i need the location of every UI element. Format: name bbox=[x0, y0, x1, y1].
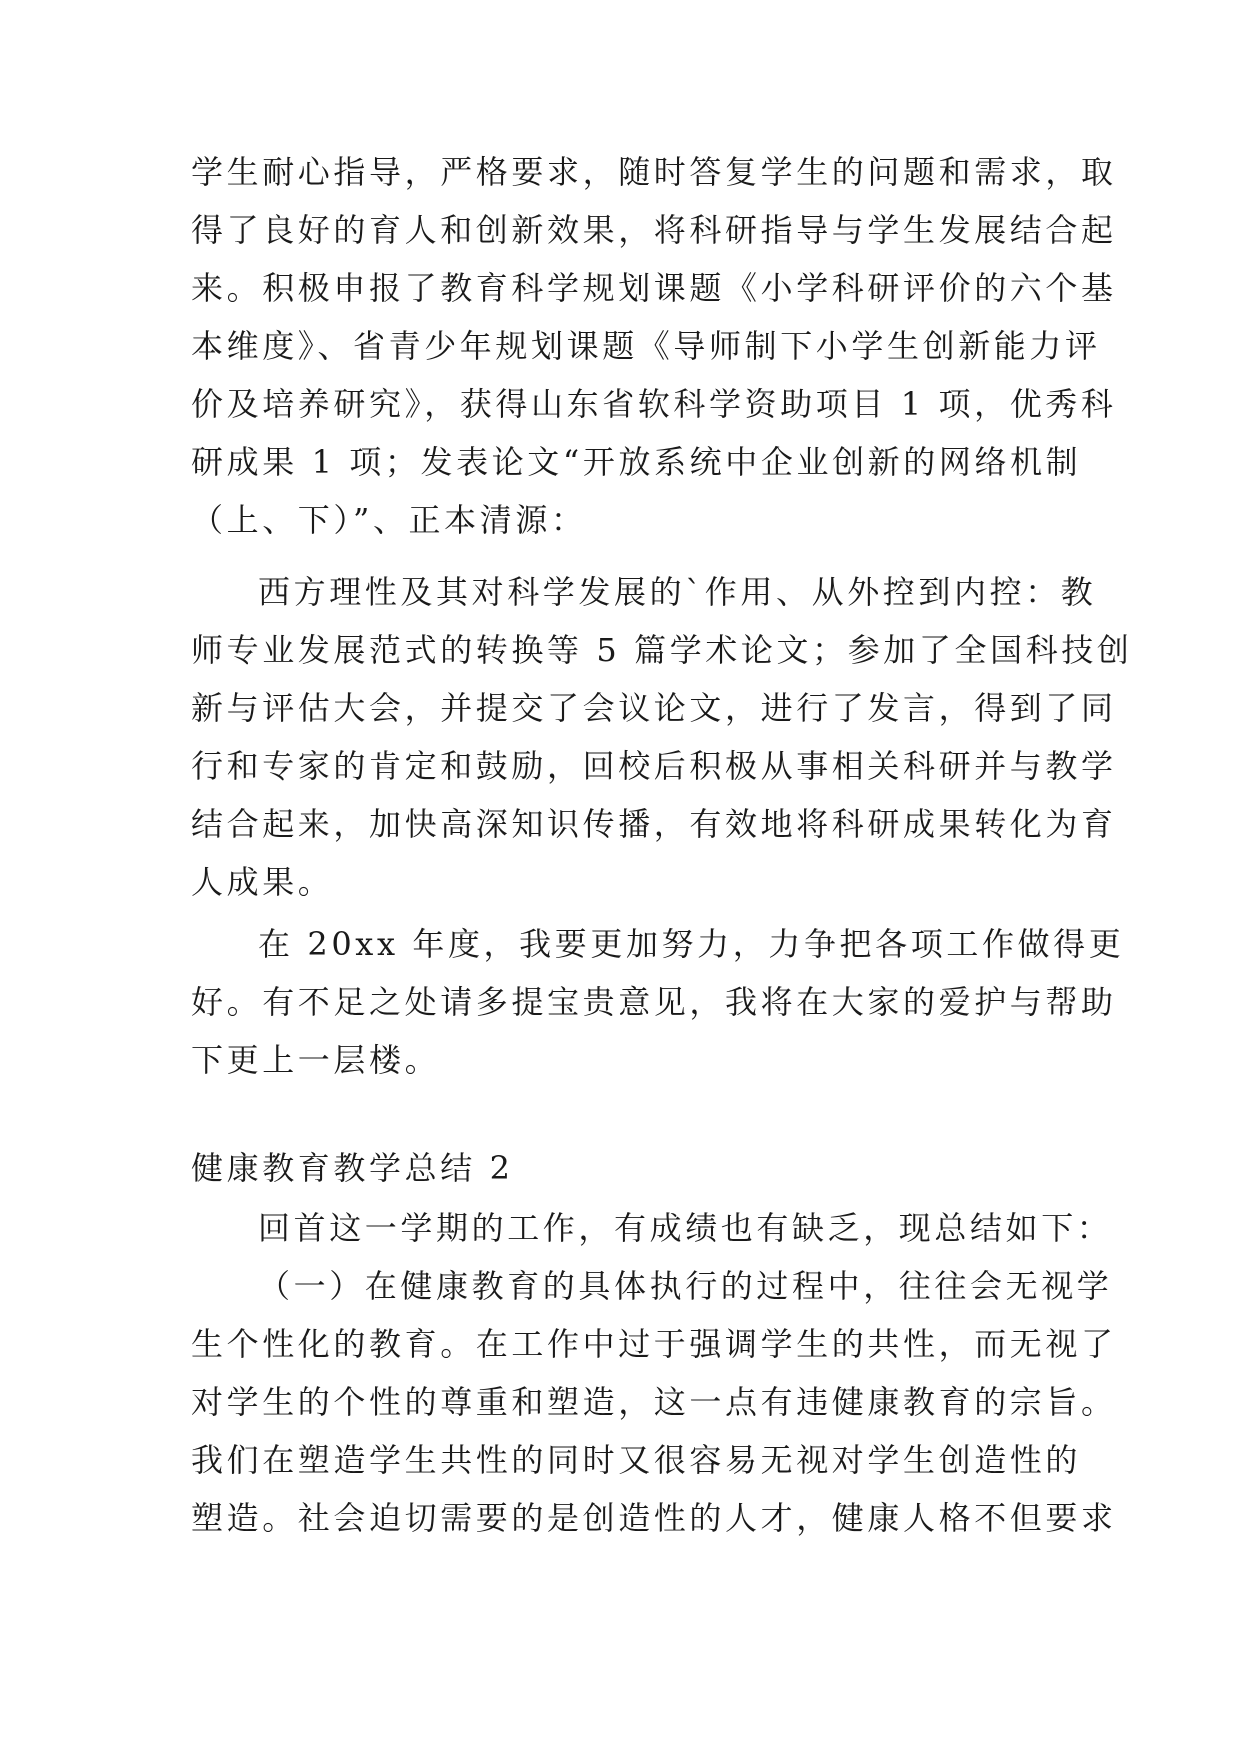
text-line: 在 20xx 年度，我要更加努力，力争把各项工作做得更 bbox=[258, 925, 1125, 963]
text-line: 本维度》、省青少年规划课题《导师制下小学生创新能力评 bbox=[191, 327, 1101, 365]
text-line: 我们在塑造学生共性的同时又很容易无视对学生创造性的 bbox=[191, 1441, 1082, 1479]
text-line: 学生耐心指导，严格要求，随时答复学生的问题和需求，取 bbox=[191, 153, 1117, 191]
text-line: 新与评估大会，并提交了会议论文，进行了发言，得到了同 bbox=[191, 689, 1117, 727]
text-line: 来。积极申报了教育科学规划课题《小学科研评价的六个基 bbox=[191, 269, 1117, 307]
text-line: 研成果 1 项；发表论文“开放系统中企业创新的网络机制 bbox=[191, 443, 1082, 481]
text-line: 结合起来，加快高深知识传播，有效地将科研成果转化为育 bbox=[191, 805, 1117, 843]
text-line: 行和专家的肯定和鼓励，回校后积极从事相关科研并与教学 bbox=[191, 747, 1117, 785]
text-line: 师专业发展范式的转换等 5 篇学术论文；参加了全国科技创 bbox=[191, 631, 1133, 669]
text-line: 对学生的个性的尊重和塑造，这一点有违健康教育的宗旨。 bbox=[191, 1383, 1117, 1421]
text-line: 塑造。社会迫切需要的是创造性的人才，健康人格不但要求 bbox=[191, 1499, 1117, 1537]
text-line: 好。有不足之处请多提宝贵意见，我将在大家的爱护与帮助 bbox=[191, 983, 1117, 1021]
text-line: 生个性化的教育。在工作中过于强调学生的共性，而无视了 bbox=[191, 1325, 1117, 1363]
text-line: 下更上一层楼。 bbox=[191, 1041, 441, 1079]
text-line: 得了良好的育人和创新效果，将科研指导与学生发展结合起 bbox=[191, 211, 1117, 249]
text-line: 价及培养研究》，获得山东省软科学资助项目 1 项，优秀科 bbox=[191, 385, 1117, 423]
section-heading: 健康教育教学总结 2 bbox=[191, 1149, 514, 1187]
text-line: （一）在健康教育的具体执行的过程中，往往会无视学 bbox=[258, 1267, 1113, 1305]
text-line: 人成果。 bbox=[191, 863, 334, 901]
text-line: （上、下）”、正本清源： bbox=[191, 501, 587, 539]
text-line: 西方理性及其对科学发展的`作用、从外控到内控：教 bbox=[258, 573, 1097, 611]
text-line: 回首这一学期的工作，有成绩也有缺乏，现总结如下： bbox=[258, 1209, 1113, 1247]
